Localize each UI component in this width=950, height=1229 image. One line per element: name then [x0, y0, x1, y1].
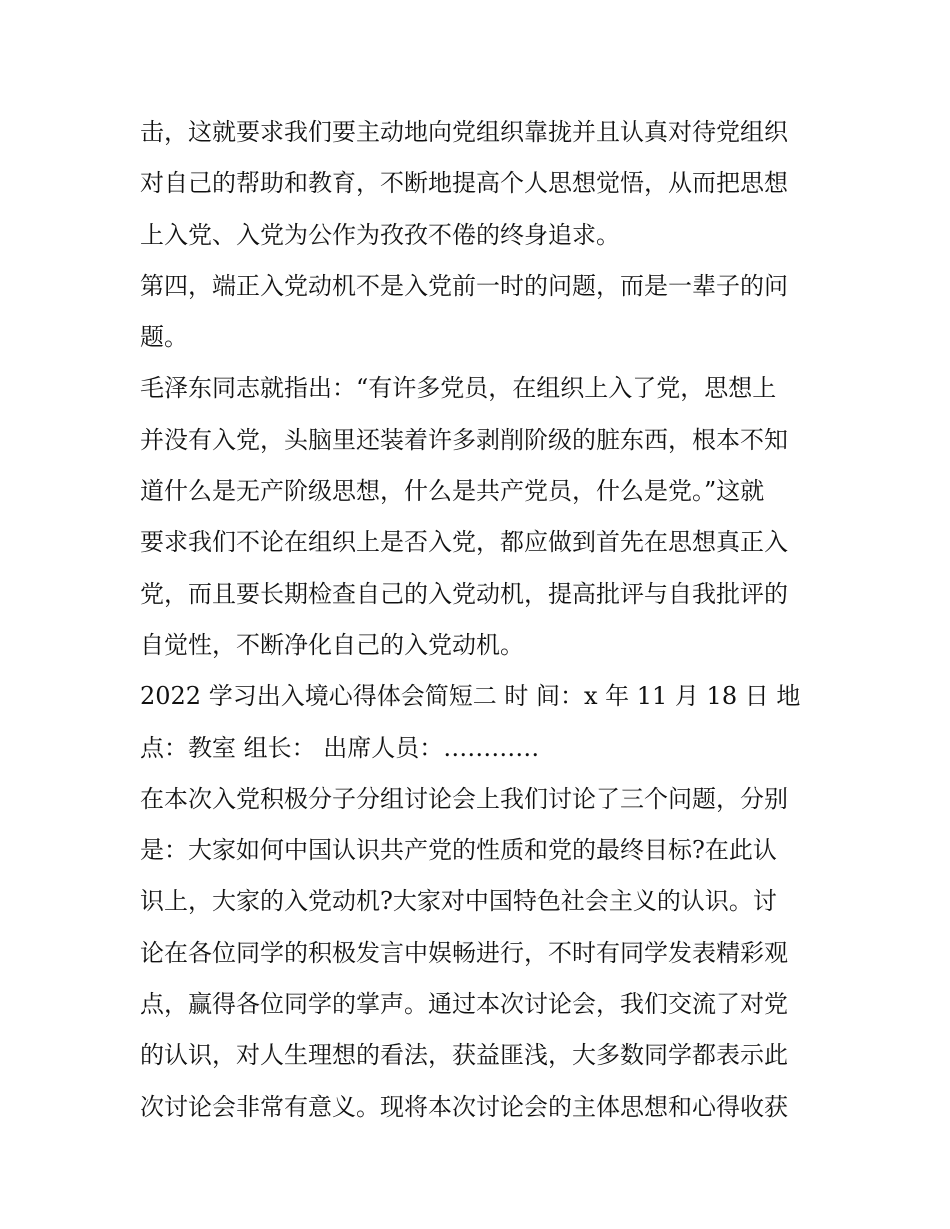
text-line: 上入党、入党为公作为孜孜不倦的终身追求。 [140, 220, 620, 249]
text-line: 点，赢得各位同学的掌声。通过本次讨论会，我们交流了对党 [140, 990, 788, 1019]
text-line: 并没有入党，头脑里还装着许多剥削阶级的脏东西，根本不知 [140, 425, 788, 454]
document-body [140, 107, 820, 1133]
text-line: 党，而且要长期检查自己的入党动机，提高批评与自我批评的 [140, 579, 788, 608]
text-line: 在本次入党积极分子分组讨论会上我们讨论了三个问题，分别 [140, 784, 788, 813]
text-line: 第四，端正入党动机不是入党前一时的问题，而是一辈子的问 [140, 271, 788, 300]
text-line: 对自己的帮助和教育，不断地提高个人思想觉悟，从而把思想 [140, 169, 788, 198]
text-line: 道什么是无产阶级思想，什么是共产党员，什么是党。”这就 [140, 477, 765, 506]
text-line: 是：大家如何中国认识共产党的性质和党的最终目标?在此认 [140, 836, 777, 865]
text-line: 自觉性，不断净化自己的入党动机。 [140, 630, 524, 659]
text-line: 论在各位同学的积极发言中娱畅进行，不时有同学发表精彩观 [140, 938, 788, 967]
text-line: 次讨论会非常有意义。现将本次讨论会的主体思想和心得收获 [140, 1092, 788, 1121]
text-line: 击，这就要求我们要主动地向党组织靠拢并且认真对待党组织 [140, 118, 788, 146]
text-line: 毛泽东同志就指出：“有许多党员，在组织上入了党，思想上 [140, 374, 777, 403]
section-heading-line: 2022 学习出入境心得体会简短二 时 间：x 年 11 月 18 日 地 [140, 682, 801, 711]
text-line: 的认识，对人生理想的看法，获益匪浅，大多数同学都表示此 [140, 1041, 788, 1070]
text-line: 要求我们不论在组织上是否入党，都应做到首先在思想真正入 [140, 528, 788, 557]
text-line: 点：教室 组长： 出席人员：………… [140, 733, 540, 762]
text-line: 识上，大家的入党动机?大家对中国特色社会主义的认识。讨 [140, 887, 777, 916]
text-line: 题。 [140, 323, 188, 352]
